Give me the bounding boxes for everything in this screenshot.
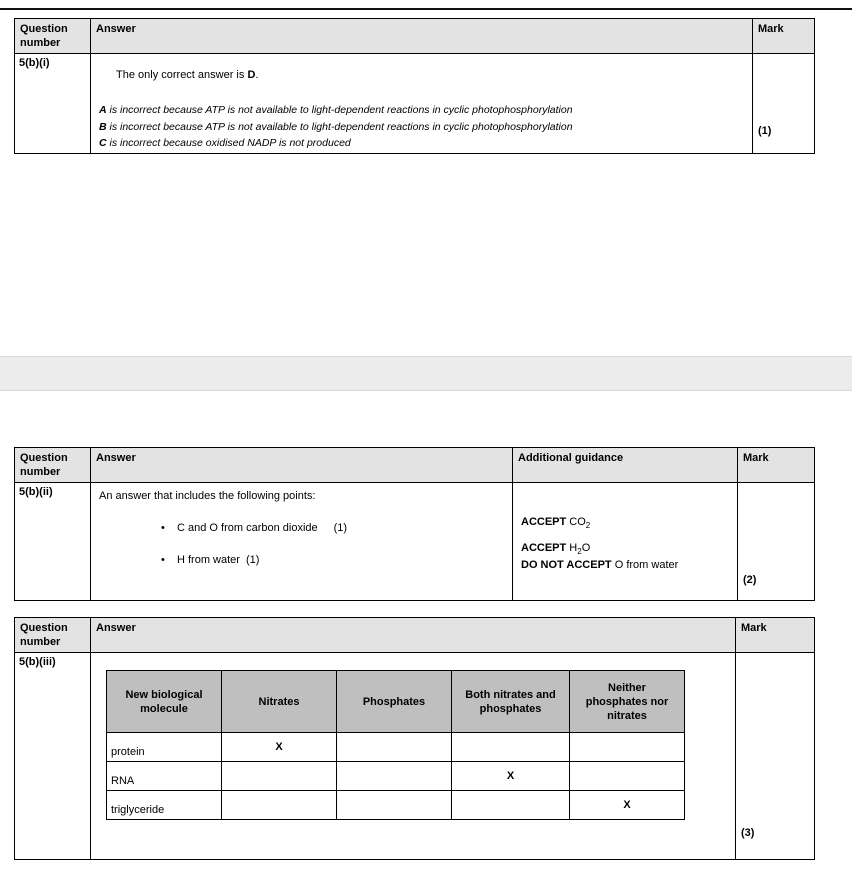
col-header-question-number: Question number [15,448,91,483]
correct-answer-letter: D [247,69,256,81]
answer-cell [91,54,753,154]
incorrect-reasons [99,102,744,152]
reason-text: is incorrect because oxidised NADP is not produced [106,137,351,149]
matrix-header-row [107,671,685,733]
bullet-item [161,553,504,567]
answer-row [15,653,815,860]
matrix-mark-cell: X [570,791,685,820]
matrix-mark-cell [337,733,452,762]
col-header-mark: Mark [753,19,815,54]
matrix-row-protein [107,733,685,762]
col-header-additional-guidance: Additional guidance [513,448,738,483]
bullet-text: H from water [177,554,240,566]
molecule-name-cell: triglyceride [107,791,222,820]
bullet-text: C and O from carbon dioxide [177,522,318,534]
reason-letter: B [99,120,107,133]
matrix-mark-cell [452,791,570,820]
matrix-mark-cell: X [452,762,570,791]
question-5bi-table [14,18,815,154]
guidance-cell [513,483,738,601]
question-5bii-table [14,447,815,601]
guidance-line-do-not-accept [521,558,729,572]
question-5biii-table [14,617,815,860]
matrix-col-header-phosphates: Phosphates [337,671,452,733]
col-header-answer: Answer [91,618,736,653]
header-row [15,448,815,483]
reason-letter: A [99,104,107,116]
correct-answer-text: The only correct answer is [116,69,248,81]
col-header-mark: Mark [736,618,815,653]
question-number-cell: 5(b)(ii) [15,483,91,601]
mark-cell: (1) [753,54,815,154]
answer-row [15,483,815,601]
reason-line-a [99,102,744,119]
matrix-col-header-neither: Neither phosphates nor nitrates [570,671,685,733]
reason-text: is incorrect because ATP is not available to light-dependent reactions in cyclic photophosphorylation [106,120,573,133]
mark-cell: (2) [738,483,815,601]
guidance-text: O from water [614,559,679,571]
matrix-mark-cell [570,733,685,762]
mark-cell: (3) [736,653,815,860]
matrix-row-triglyceride [107,791,685,820]
formula-pre: CO [569,516,586,528]
matrix-mark-cell [337,791,452,820]
answer-cell [91,483,513,601]
correct-answer-period: . [255,69,259,81]
bullet-icon: • [161,554,165,566]
answer-intro: An answer that includes the following points: [99,490,316,502]
bullet-mark: (1) [245,554,260,566]
question-number-cell: 5(b)(i) [15,54,91,154]
formula [569,542,591,557]
col-header-question-number: Question number [15,618,91,653]
question-number-cell: 5(b)(iii) [15,653,91,860]
matrix-col-header-nitrates: Nitrates [222,671,337,733]
col-header-answer: Answer [91,448,513,483]
page-separator-band [0,356,852,391]
reason-line-b [99,119,744,136]
molecule-matrix-table [106,670,685,820]
matrix-mark-cell [452,733,570,762]
do-not-accept-label: DO NOT ACCEPT [521,559,612,571]
matrix-mark-cell [222,762,337,791]
reason-text: is incorrect because ATP is not available to light-dependent reactions in cyclic photophosphorylation [106,104,573,116]
col-header-question-number: Question number [15,19,91,54]
top-rule [0,8,852,10]
answer-cell [91,653,736,860]
reason-line-c [99,135,744,152]
correct-answer-line [116,68,744,82]
bullet-item [161,521,504,535]
matrix-row-rna [107,762,685,791]
accept-label: ACCEPT [521,542,567,554]
bullet-mark: (1) [333,522,348,534]
formula-sub: 2 [585,521,591,531]
guidance-line-accept-co2 [521,515,729,529]
matrix-col-header-both: Both nitrates and phosphates [452,671,570,733]
matrix-mark-cell: X [222,733,337,762]
matrix-mark-cell [570,762,685,791]
reason-letter: C [99,137,107,149]
guidance-line-accept-h2o [521,541,729,555]
header-row [15,618,815,653]
molecule-name-cell: protein [107,733,222,762]
formula-sub: 2 [577,547,582,557]
bullet-icon: • [161,522,165,534]
formula-post: O [581,542,591,554]
molecule-name-cell: RNA [107,762,222,791]
matrix-col-header-molecule: New biological molecule [107,671,222,733]
accept-label: ACCEPT [521,516,567,528]
matrix-mark-cell [222,791,337,820]
header-row [15,19,815,54]
col-header-answer: Answer [91,19,753,54]
matrix-mark-cell [337,762,452,791]
col-header-mark: Mark [738,448,815,483]
formula [569,516,591,531]
formula-pre: H [569,542,578,554]
answer-row [15,54,815,154]
